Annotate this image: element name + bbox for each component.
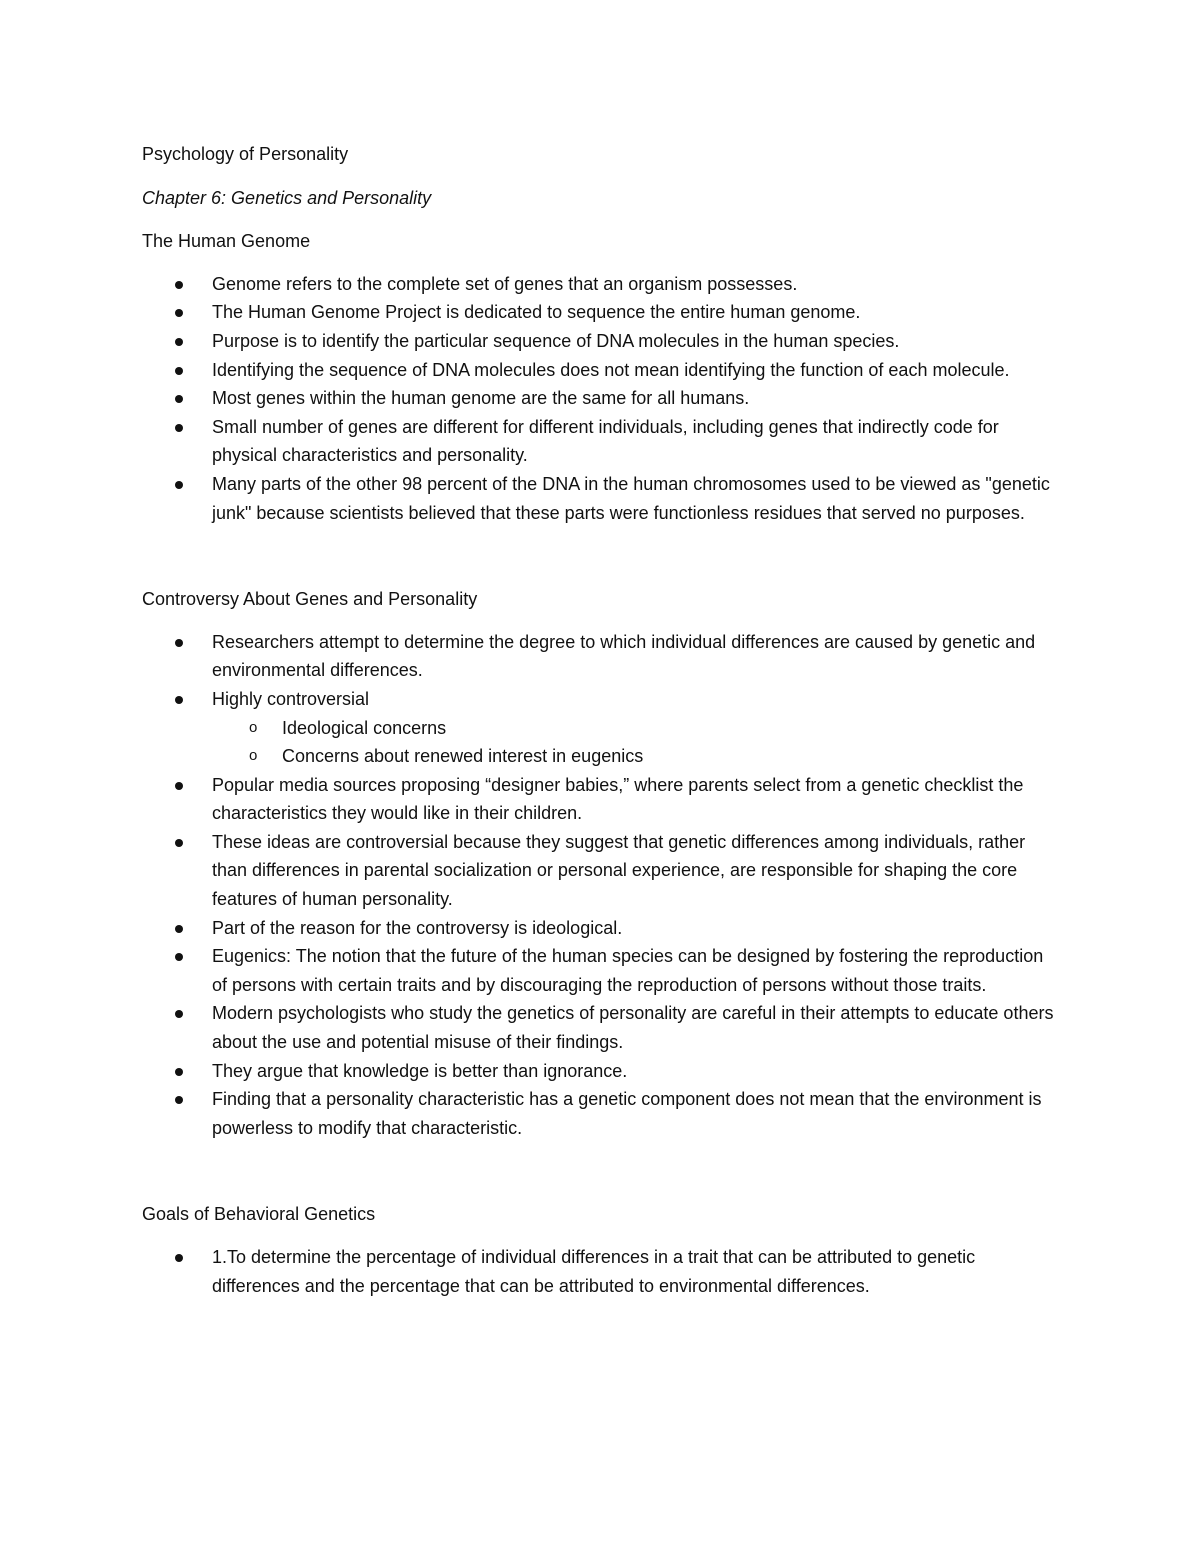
- list-item: Finding that a personality characteristic has a genetic component does not mean that the environment is powerless to modify that characteristic.: [142, 1085, 1062, 1142]
- sub-list-item: o Ideological concerns: [142, 714, 1062, 743]
- chapter-title: Chapter 6: Genetics and Personality: [142, 187, 432, 208]
- bullet-icon: [175, 839, 183, 847]
- list-item: Eugenics: The notion that the future of the human species can be designed by fostering the reproduction of persons with certain traits and by discouraging the reproduction of persons without those traits.: [142, 942, 1062, 999]
- controversy-sub-list: [142, 714, 1062, 771]
- bullet-icon: [175, 925, 183, 933]
- bullet-icon: [175, 309, 183, 317]
- list-item: Most genes within the human genome are the same for all humans.: [142, 384, 1062, 413]
- bullet-icon: [175, 281, 183, 289]
- list-item: 1.To determine the percentage of individual differences in a trait that can be attributed to genetic differences and the percentage that can be attributed to environmental differences.: [142, 1243, 1062, 1300]
- list-item: Genome refers to the complete set of genes that an organism possesses.: [142, 270, 1062, 299]
- bullet-icon: [175, 1010, 183, 1018]
- bullet-icon: [175, 424, 183, 432]
- list-item: Researchers attempt to determine the degree to which individual differences are caused by genetic and environmental differences.: [142, 628, 1062, 685]
- bullet-icon: [175, 782, 183, 790]
- bullet-icon: [175, 953, 183, 961]
- list-item: Modern psychologists who study the genetics of personality are careful in their attempts to educate others about the use and potential misuse of their findings.: [142, 999, 1062, 1056]
- document-body: [142, 140, 1062, 1300]
- list-item: These ideas are controversial because they suggest that genetic differences among individuals, rather than differences in parental socialization or personal experience, are responsible for shaping the core features of human personality.: [142, 828, 1062, 914]
- list-item: Purpose is to identify the particular sequence of DNA molecules in the human species.: [142, 327, 1062, 356]
- list-item: They argue that knowledge is better than ignorance.: [142, 1057, 1062, 1086]
- list-item: Popular media sources proposing “designer babies,” where parents select from a genetic checklist the characteristics they would like in their children.: [142, 771, 1062, 828]
- bullet-icon: [175, 1068, 183, 1076]
- human-genome-list: [142, 270, 1062, 527]
- list-item: Identifying the sequence of DNA molecules does not mean identifying the function of each molecule.: [142, 356, 1062, 385]
- section-spacer: [142, 1142, 1062, 1200]
- controversy-list-continued: [142, 771, 1062, 1143]
- bullet-icon: [175, 338, 183, 346]
- controversy-list: [142, 628, 1062, 714]
- list-item: Part of the reason for the controversy is ideological.: [142, 914, 1062, 943]
- bullet-icon: [175, 367, 183, 375]
- bullet-icon: [175, 639, 183, 647]
- bullet-icon: [175, 395, 183, 403]
- list-item: Small number of genes are different for different individuals, including genes that indirectly code for physical characteristics and personality.: [142, 413, 1062, 470]
- bullet-icon: [175, 1254, 183, 1262]
- sub-bullet-icon: o: [249, 718, 258, 736]
- section-heading-behavioral-genetics: Goals of Behavioral Genetics: [142, 1204, 376, 1225]
- bullet-icon: [175, 481, 183, 489]
- section-spacer: [142, 527, 1062, 585]
- section-heading-human-genome: The Human Genome: [142, 231, 311, 252]
- sub-bullet-icon: o: [249, 747, 258, 765]
- section-heading-controversy: Controversy About Genes and Personality: [142, 589, 478, 610]
- behavioral-genetics-list: [142, 1243, 1062, 1300]
- bullet-icon: [175, 1096, 183, 1104]
- list-item: The Human Genome Project is dedicated to sequence the entire human genome.: [142, 298, 1062, 327]
- document-title: Psychology of Personality: [142, 144, 349, 164]
- list-item: Many parts of the other 98 percent of the DNA in the human chromosomes used to be viewed as "genetic junk" because scientists believed that these parts were functionless residues that served no purposes.: [142, 470, 1062, 527]
- list-item: Highly controversial: [142, 685, 1062, 714]
- bullet-icon: [175, 696, 183, 704]
- sub-list-item: o Concerns about renewed interest in eugenics: [142, 742, 1062, 771]
